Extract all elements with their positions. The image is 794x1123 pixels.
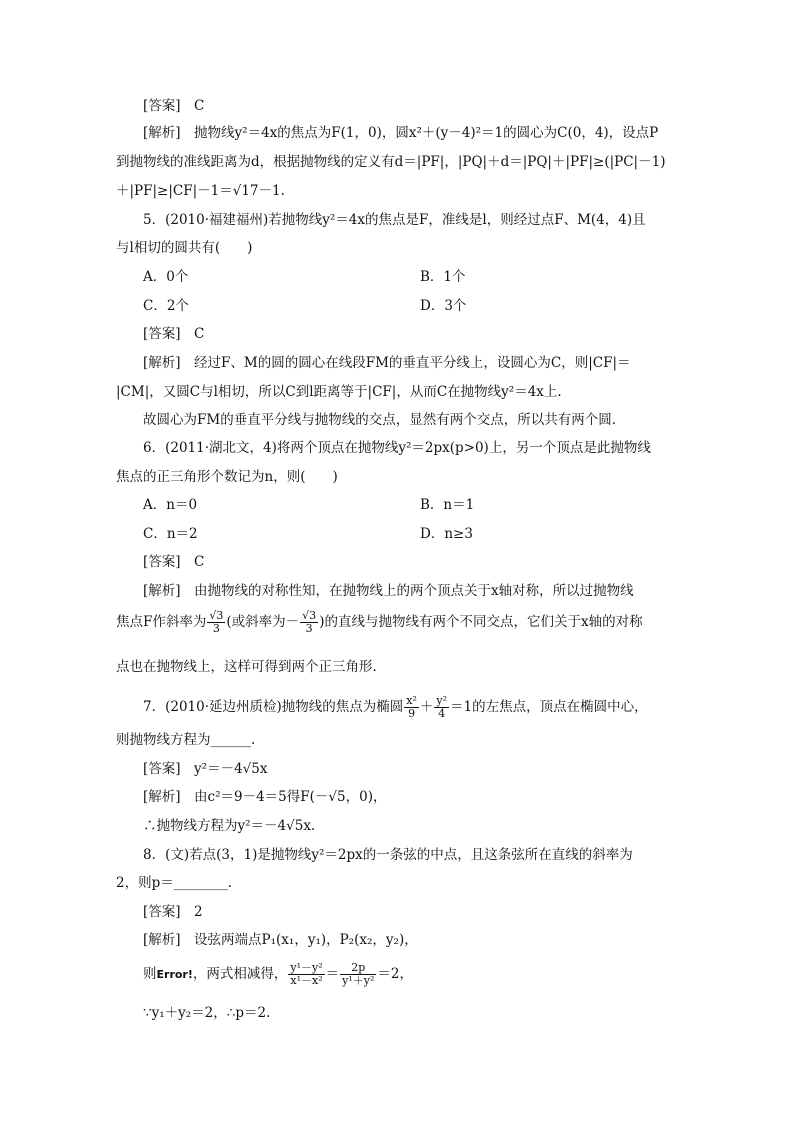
analysis-q6-line2 <box>116 610 643 635</box>
analysis-q8-equals: ＝ <box>325 966 340 982</box>
q5-option-d: D．3个 <box>420 298 467 314</box>
analysis-q7-line1: [解析] 由c²＝9－4＝5得F(－√5，0)， <box>143 789 387 805</box>
analysis-q8-text-d: ＝2， <box>377 966 413 982</box>
analysis-q6-text-a: 焦点F作斜率为 <box>116 614 207 630</box>
analysis-q7-line2: ∴抛物线方程为y²＝－4√5x. <box>143 818 316 834</box>
fraction-denominator: 4 <box>438 707 446 720</box>
question-6-line2: 焦点的正三角形个数记为n，则( ) <box>116 469 338 485</box>
analysis-q6-line1: [解析] 由抛物线的对称性知，在抛物线上的两个顶点关于x轴对称，所以过抛物线 <box>143 583 634 599</box>
q5-option-c: C．2个 <box>143 298 189 314</box>
fraction-numerator: 2p <box>340 962 376 975</box>
fraction-denominator: 9 <box>408 707 416 720</box>
fraction-numerator: √3 <box>302 609 317 622</box>
analysis-q8-line3: ∵y₁＋y₂＝2，∴p＝2. <box>143 1005 271 1021</box>
analysis-q5-line1: [解析] 经过F、M的圆的圆心在线段FM的垂直平分线上，设圆心为C，则|CF|＝ <box>143 355 631 371</box>
analysis-q8-line1: [解析] 设弦两端点P₁(x₁，y₁)，P₂(x₂，y₂)， <box>143 932 418 948</box>
fraction-y2-over-4 <box>434 695 449 720</box>
q6-option-c: C．n＝2 <box>143 526 198 542</box>
fraction-denominator: x¹－x² <box>290 974 323 987</box>
fraction-numerator: √3 <box>209 609 224 622</box>
answer-label-q7: [答案] y²＝－4√5x <box>143 761 268 777</box>
q6-option-d: D．n≥3 <box>420 526 473 542</box>
question-7-text-c: ＝1的左焦点，顶点在椭圆中心， <box>450 699 648 715</box>
question-7-line2: 则抛物线方程为______. <box>116 732 256 748</box>
question-5-line2: 与l相切的圆共有( ) <box>116 240 253 256</box>
analysis-q4-line3: ＋|PF|≥|CF|－1＝√17－1. <box>116 183 285 199</box>
analysis-q5-line3: 故圆心为FM的垂直平分线与抛物线的交点，显然有两个交点，所以共有两个圆. <box>143 412 616 428</box>
question-8-line2: 2，则p＝________. <box>116 875 233 891</box>
analysis-q8-line2 <box>143 962 413 987</box>
q5-option-a: A．0个 <box>143 269 189 285</box>
analysis-q6-line3: 点也在抛物线上，这样可得到两个正三角形. <box>116 659 377 675</box>
analysis-q6-text-b: (或斜率为－ <box>226 614 300 630</box>
question-6-line1: 6．(2011·湖北文，4)将两个顶点在抛物线y²＝2px(p>0)上，另一个顶点是此抛物线 <box>143 440 651 456</box>
answer-label-q6: [答案] C <box>143 554 205 570</box>
analysis-q6-text-c: )的直线与抛物线有两个不同交点，它们关于x轴的对称 <box>319 614 643 630</box>
fraction-denominator: y¹＋y² <box>342 974 375 987</box>
fraction-numerator: y² <box>436 694 448 707</box>
question-7-line1 <box>143 695 648 720</box>
question-7-text-a: 7．(2010·延边州质检)抛物线的焦点为椭圆 <box>143 699 404 715</box>
fraction-numerator: y¹－y² <box>290 961 323 974</box>
question-8-line1: 8．(文)若点(3，1)是抛物线y²＝2px的一条弦的中点，且这条弦所在直线的斜率为 <box>143 847 633 863</box>
fraction-numerator: x² <box>406 694 417 707</box>
analysis-q5-line2: |CM|，又圆C与l相切，所以C到l距离等于|CF|，从而C在抛物线y²＝4x上. <box>116 384 562 400</box>
fraction-sqrt3-over-3 <box>207 610 225 635</box>
answer-label-q5: [答案] C <box>143 326 205 342</box>
analysis-q8-text-b: ，两式相减得， <box>192 966 288 982</box>
fraction-denominator: 3 <box>305 622 313 635</box>
q5-option-b: B．1个 <box>420 269 466 285</box>
fraction-y-diff-over-x-diff <box>288 962 324 987</box>
analysis-q4-line2: 到抛物线的准线距离为d，根据抛物线的定义有d＝|PF|，|PQ|＋d＝|PQ|＋|PF|≥(|PC|－1) <box>116 154 666 170</box>
fraction-x2-over-9 <box>404 695 419 720</box>
analysis-q8-text-a: 则 <box>143 966 157 982</box>
q6-option-b: B．n＝1 <box>420 497 475 513</box>
error-field-text: Error! <box>156 968 193 981</box>
answer-label-q4: [答案] C <box>143 98 205 114</box>
q6-option-a: A．n＝0 <box>143 497 198 513</box>
question-7-plus: ＋ <box>419 699 434 715</box>
fraction-denominator: 3 <box>212 622 220 635</box>
fraction-2p-over-y-sum <box>340 962 376 987</box>
answer-label-q8: [答案] 2 <box>143 904 203 920</box>
fraction-sqrt3-over-3-neg <box>300 610 318 635</box>
analysis-q4-line1: [解析] 抛物线y²＝4x的焦点为F(1，0)，圆x²＋(y－4)²＝1的圆心为C(0，4)，设点P <box>143 125 659 141</box>
question-5-line1: 5．(2010·福建福州)若抛物线y²＝4x的焦点是F，准线是l，则经过点F、M(4，4)且 <box>143 212 646 228</box>
